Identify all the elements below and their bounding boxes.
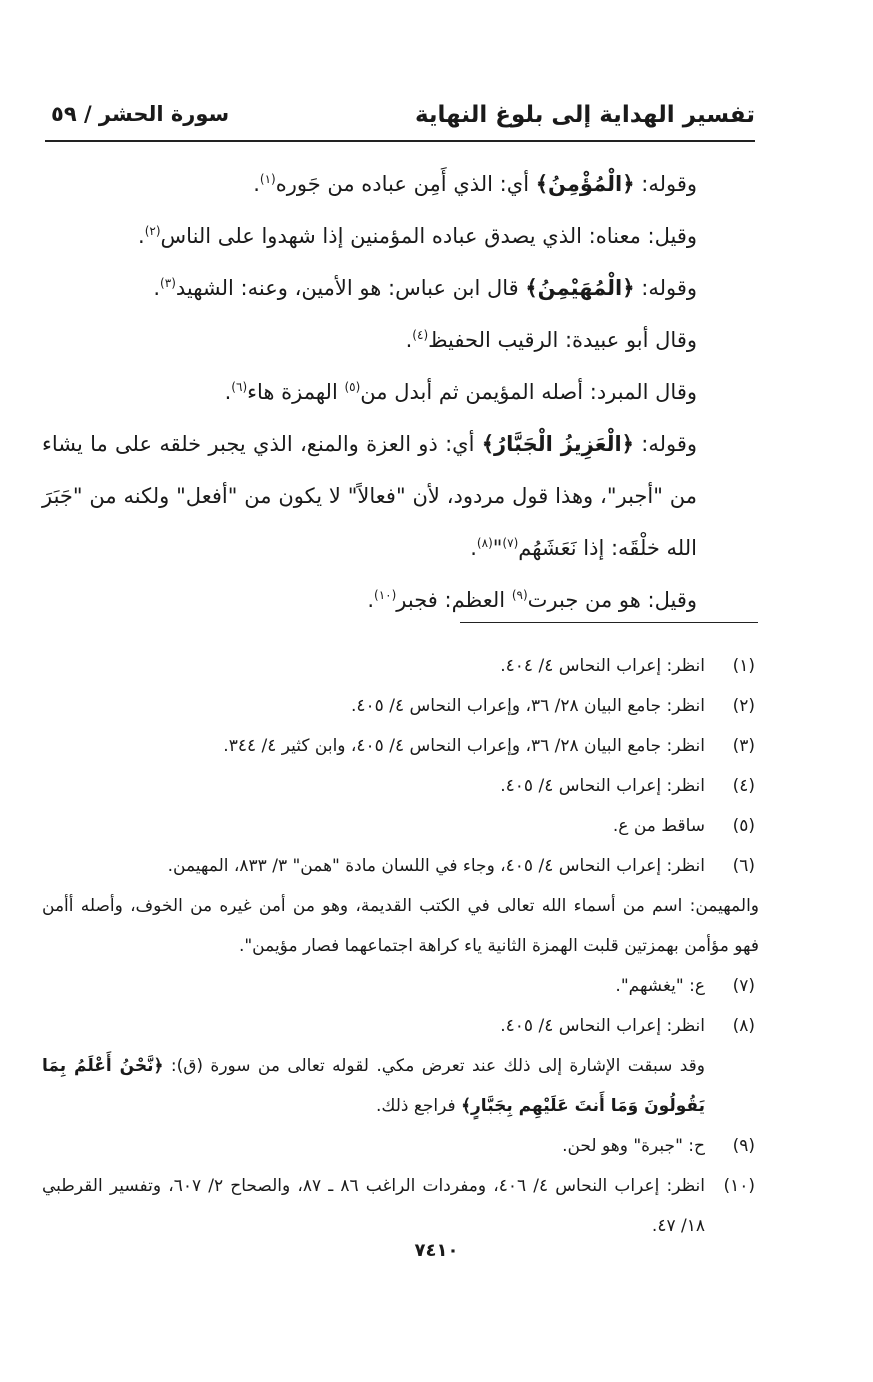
footnote-7 xyxy=(42,966,755,1006)
quran-quote: ﴿الْمُؤْمِنُ﴾ xyxy=(535,172,635,196)
footnote-ref: (١) xyxy=(259,172,276,186)
footnote-number: (٨) xyxy=(732,1016,755,1036)
footnote-separator xyxy=(460,622,758,623)
footnote-5 xyxy=(42,806,755,846)
page-number: ٧٤١٠ xyxy=(414,1240,459,1261)
footnote-text: ح: "جبرة" وهو لحن. xyxy=(562,1136,705,1156)
footnote-number: (١٠) xyxy=(723,1176,755,1196)
footnote-4 xyxy=(42,766,755,806)
running-header xyxy=(45,96,755,142)
book-title: تفسير الهداية إلى بلوغ النهاية xyxy=(414,102,755,128)
footnote-10 xyxy=(42,1166,755,1246)
footnote-text: انظر: إعراب النحاس ٤/ ٤٠٦، ومفردات الراغب ٨٦ ـ ٨٧، والصحاح ٢/ ٦٠٧، وتفسير القرطبي ١٨/ ٤٧. xyxy=(42,1176,705,1236)
footnote-1 xyxy=(42,646,755,686)
footnote-number: (٥) xyxy=(732,816,755,836)
footnote-ref: (٣) xyxy=(160,276,176,290)
footnote-number: (٢) xyxy=(732,696,755,716)
paragraph-6: وقوله: ﴿الْعَزِيزُ الْجَبَّارُ﴾ أي: ذو العزة والمنع، الذي يجبر خلقه على ما يشاء من "أجبر"، وهذا قول مردود، لأن "فعالاً" لا يكون من "أفعل" ولكنه من "جَبَرَ الله خلْقَه: إذا نَعَشَهُم$^{(٧)}$"$^{(٨)}$. xyxy=(42,432,698,560)
footnote-number: (٧) xyxy=(732,976,755,996)
paragraph-4: وقال أبو عبيدة: الرقيب الحفيظ$^{(٤)}$. xyxy=(405,328,697,352)
footnote-ref: (٦) xyxy=(231,380,248,394)
footnote-number: (٩) xyxy=(732,1136,755,1156)
footnote-ref: (٥) xyxy=(344,380,361,394)
footnote-8-continuation: وقد سبقت الإشارة إلى ذلك عند تعرض مكي. لقوله تعالى من سورة (ق): ﴿نَّحْنُ أَعْلَمُ بِمَا يَقُولُونَ وَمَا أَنتَ عَلَيْهِم بِجَبَّارٍ﴾ فراجع ذلك. xyxy=(42,1056,705,1116)
footnote-text: انظر: إعراب النحاس ٤/ ٤٠٤. xyxy=(500,656,705,676)
quran-quote: ﴿نَّحْنُ أَعْلَمُ بِمَا يَقُولُونَ وَمَا أَنتَ عَلَيْهِم بِجَبَّارٍ﴾ xyxy=(42,1056,705,1116)
footnote-text: انظر: جامع البيان ٢٨/ ٣٦، وإعراب النحاس ٤/ ٤٠٥، وابن كثير ٤/ ٣٤٤. xyxy=(223,736,705,756)
paragraph-1: وقوله: ﴿الْمُؤْمِنُ﴾ أي: الذي أَمِن عباده من جَوره$^{(١)}$. xyxy=(253,172,697,196)
paragraph-3: وقوله: ﴿الْمُهَيْمِنُ﴾ قال ابن عباس: هو الأمين، وعنه: الشهيد$^{(٣)}$. xyxy=(153,276,697,300)
footnotes xyxy=(42,646,759,1246)
footnote-number: (٦) xyxy=(732,856,755,876)
footnote-9 xyxy=(42,1126,755,1166)
footnote-ref: (٤) xyxy=(412,328,429,342)
footnote-text: ساقط من ع. xyxy=(612,816,705,836)
quran-quote: ﴿الْمُهَيْمِنُ﴾ xyxy=(525,276,635,300)
paragraph-5: وقال المبرد: أصله المؤيمن ثم أبدل من$^{(٥)}$ الهمزة هاء$^{(٦)}$. xyxy=(224,380,697,404)
footnote-ref: (٢) xyxy=(144,224,161,238)
footnote-number: (٤) xyxy=(732,776,755,796)
footnote-text: انظر: إعراب النحاس ٤/ ٤٠٥. xyxy=(500,1016,705,1036)
footnote-ref: (٩) xyxy=(511,588,528,602)
main-text xyxy=(42,158,755,626)
footnote-text: انظر: إعراب النحاس ٤/ ٤٠٥. xyxy=(500,776,705,796)
footnote-ref: (٨) xyxy=(476,536,493,550)
footnote-text: ع: "يغشهم". xyxy=(615,976,705,996)
quran-quote: ﴿الْعَزِيزُ الْجَبَّارُ﴾ xyxy=(481,432,634,456)
footnote-text: انظر: جامع البيان ٢٨/ ٣٦، وإعراب النحاس ٤/ ٤٠٥. xyxy=(351,696,705,716)
surah-label: سورة الحشر / ٥٩ xyxy=(51,102,230,126)
footnote-ref: (١٠) xyxy=(374,588,397,602)
paragraph-2: وقيل: معناه: الذي يصدق عباده المؤمنين إذا شهدوا على الناس$^{(٢)}$. xyxy=(138,224,697,248)
footnote-3 xyxy=(42,726,755,766)
footnote-6-continuation: والمهيمن: اسم من أسماء الله تعالى في الكتب القديمة، وهو من أمن غيره من الخوف، وأصله أأمن فهو مؤأمن بهمزتين قلبت الهمزة الثانية ياء كراهة اجتماعهما فصار مؤيمن". xyxy=(42,896,759,956)
footnote-number: (٣) xyxy=(732,736,755,756)
footnote-8 xyxy=(42,1006,755,1046)
paragraph-7: وقيل: هو من جبرت$^{(٩)}$ العظم: فجبر$^{(١٠)}$. xyxy=(367,588,697,612)
footnote-text: انظر: إعراب النحاس ٤/ ٤٠٥، وجاء في اللسان مادة "همن" ٣/ ٨٣٣، المهيمن. xyxy=(167,856,705,876)
footnote-6 xyxy=(42,846,755,886)
footnote-number: (١) xyxy=(732,656,755,676)
footnote-ref: (٧) xyxy=(502,536,519,550)
footnote-2 xyxy=(42,686,755,726)
